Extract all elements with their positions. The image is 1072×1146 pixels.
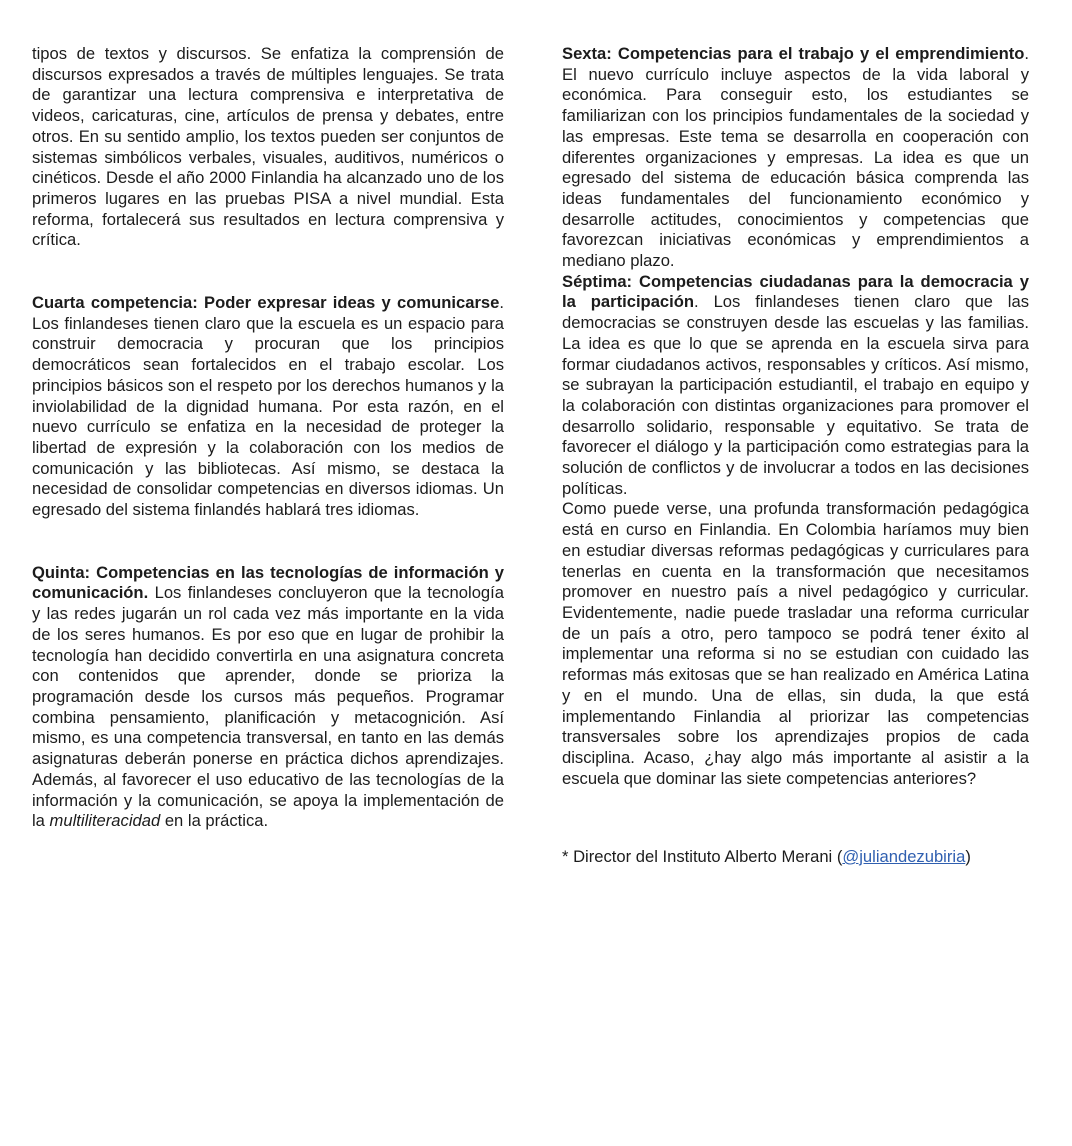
body-cuarta-competencia: . Los finlandeses tienen claro que la escuela es un espacio para construir democracia y procuran que los principios democráticos sean fortalecidos en el trabajo escolar. Los principios básicos son el respeto por los derechos humanos y la inviolabilidad de la dignidad humana. Por esta razón, en el nuevo currículo se enfatiza en la necesidad de proteger la libertad de expresión y la colaboración con los medios de comunicación y las bibliotecas. Así mismo, se destaca la necesidad de consolidar competencias en diversos idiomas. Un egresado del sistema finlandés hablará tres idiomas. <box>32 293 504 520</box>
paragraph-cuarta-competencia <box>32 293 504 521</box>
body-quinta-competencia: Los finlandeses concluyeron que la tecnología y las redes jugarán un rol cada vez más importante en la vida de los seres humanos. Es por eso que en lugar de prohibir la tecnología han decidido convertirla en una asignatura concreta con contenidos que aprender, donde se prioriza la programación desde los cursos más pequeños. Programar combina pensamiento, planificación y metacognición. Así mismo, es una competencia transversal, en tanto en las demás asignaturas deberán ponerse en práctica dichos aprendizajes. Además, al favorecer el uso educativo de las tecnologías de la información y la comunicación, se apoya la implementación de la <box>32 583 504 831</box>
paragraph-reading: tipos de textos y discursos. Se enfatiza la comprensión de discursos expresados a través de múltiples lenguajes. Se trata de garantizar una lectura comprensiva e interpretativa de videos, caricaturas, cine, artículos de prensa y debates, entre otros. En su sentido amplio, los textos pueden ser conjuntos de sistemas simbólicos verbales, visuales, auditivos, numéricos o cinéticos. Desde el año 2000 Finlandia ha alcanzado uno de los primeros lugares en las pruebas PISA a nivel mundial. Esta reforma, fortalecerá sus resultados en lectura comprensiva y crítica. <box>32 44 504 250</box>
paragraph-quinta-competencia <box>32 563 504 832</box>
author-footnote <box>562 846 1042 868</box>
heading-quinta-competencia: Quinta: Competencias en las tecnologías de información y comunicación. <box>32 562 504 603</box>
heading-sexta-competencia: Sexta: Competencias para el trabajo y el emprendimiento <box>562 44 1025 63</box>
footnote-prefix: * Director del Instituto Alberto Merani ( <box>562 847 843 866</box>
heading-septima-competencia: Séptima: Competencias ciudadanas para la democracia y la participación <box>562 271 1029 312</box>
heading-cuarta-competencia: Cuarta competencia: Poder expresar ideas y comunicarse <box>32 293 500 313</box>
italic-multiliteracidad: multiliteracidad <box>49 811 161 831</box>
footnote-suffix: ) <box>965 847 971 866</box>
paragraph-septima-competencia <box>562 272 1029 500</box>
author-handle-link[interactable]: @juliandezubiria <box>842 847 966 866</box>
body-septima-competencia: . Los finlandeses tienen claro que las democracias se construyen desde las escuelas y las familias. La idea es que lo que se aprenda en la escuela sirva para formar ciudadanos activos, responsables y críticos. Así mismo, se subrayan la participación estudiantil, el trabajo en equipo y la colaboración con distintas organizaciones para promover el desarrollo solidario, responsable y equitativo. Se trata de favorecer el diálogo y la participación como estrategias para la solución de conflictos y de involucrar a todos en las decisiones políticas. <box>562 292 1029 498</box>
body-sexta-competencia: . El nuevo currículo incluye aspectos de la vida laboral y económica. Para conseguir esto, los estudiantes se familiarizan con los principios fundamentales de la sociedad y las empresas. Este tema se desarrolla en cooperación con diferentes organizaciones y empresas. La idea es que un egresado del sistema de educación básica comprenda las ideas fundamentales del funcionamiento económico y desarrolle actitudes, conocimientos y competencias que favorezcan iniciativas económicas y emprendimientos a mediano plazo. <box>562 44 1029 271</box>
paragraph-conclusion: Como puede verse, una profunda transformación pedagógica está en curso en Finlandia. En Colombia haríamos muy bien en estudiar diversas reformas pedagógicas y curriculares para tenerlas en cuenta en la transformación que necesitamos promover en nuestro país a nivel pedagógico y curricular. Evidentemente, nadie puede trasladar una reforma curricular de un país a otro, pero tampoco se podrá tener éxito al implementar una reforma si no se estudian con cuidado las reformas más exitosas que se han realizado en América Latina y en el mundo. Una de ellas, sin duda, la que está implementando Finlandia al priorizar las competencias transversales sobre los aprendizajes propios de cada disciplina. Acaso, ¿hay algo más importante al asistir a la escuela que dominar las siete competencias anteriores? <box>562 499 1029 788</box>
left-column <box>32 44 504 832</box>
body-quinta-competencia-end: en la práctica. <box>160 811 269 831</box>
right-column <box>562 44 1029 789</box>
paragraph-sexta-competencia <box>562 44 1029 272</box>
